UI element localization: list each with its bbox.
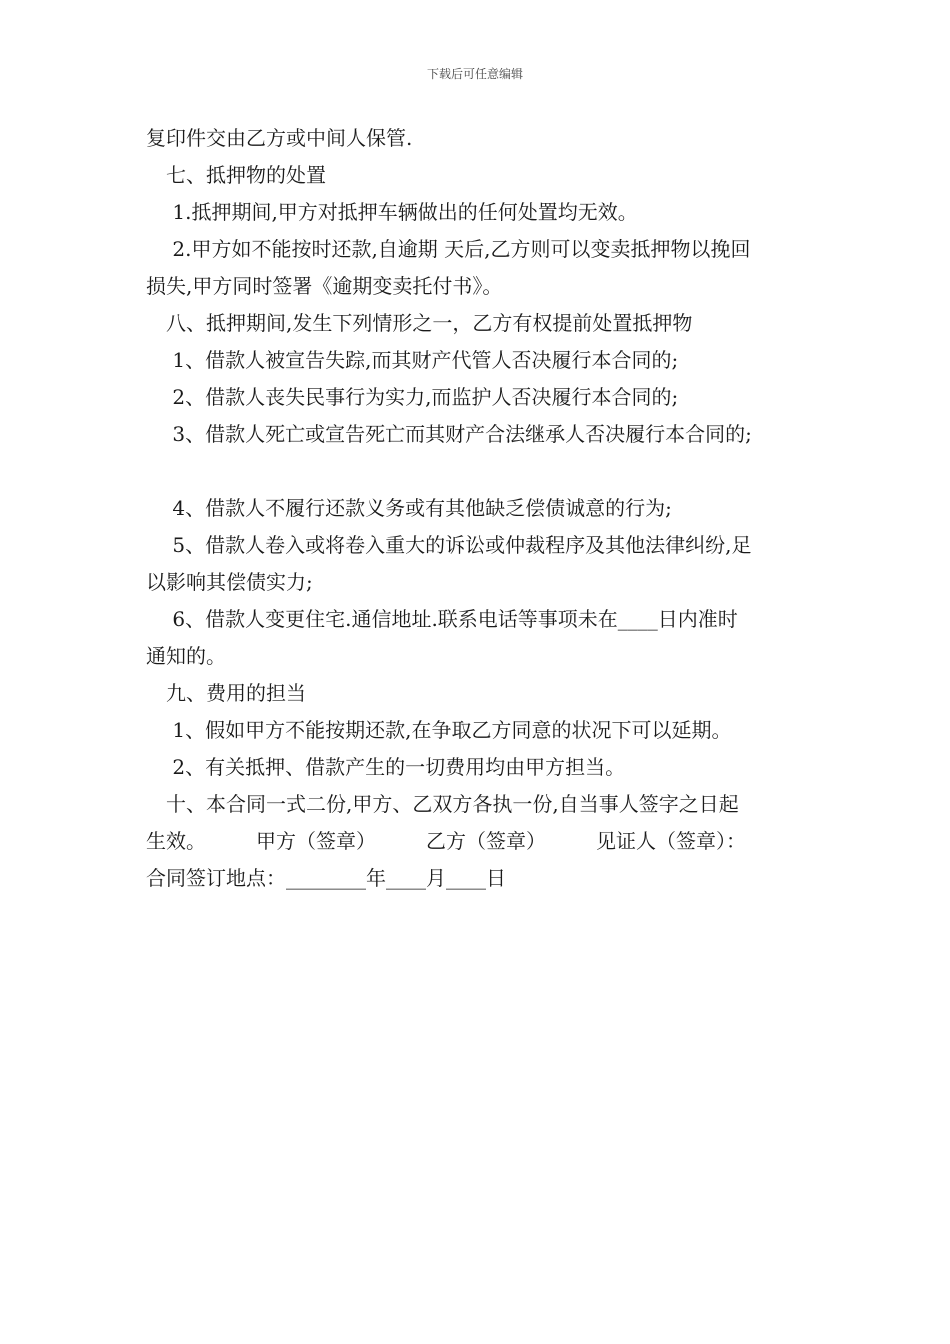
text-line: 通知的。 xyxy=(146,644,226,668)
text-line: 1、借款人被宣告失踪,而其财产代管人否决履行本合同的; xyxy=(146,348,679,372)
text-line: 4、借款人不履行还款义务或有其他缺乏偿债诚意的行为; xyxy=(146,496,672,520)
document-body xyxy=(146,120,816,897)
text-line: 复印件交由乙方或中间人保管. xyxy=(146,126,413,150)
text-line: 1、假如甲方不能按期还款,在争取乙方同意的状况下可以延期。 xyxy=(146,718,732,742)
page-header: 下载后可任意编辑 xyxy=(426,67,523,81)
text-line: 6、借款人变更住宅.通信地址.联系电话等事项未在____日内准时 xyxy=(146,607,738,631)
text-line: 损失,甲方同时签署《逾期变卖托付书》。 xyxy=(146,274,503,298)
text-line: 5、借款人卷入或将卷入重大的诉讼或仲裁程序及其他法律纠纷,足 xyxy=(146,533,752,557)
text-line: 2、借款人丧失民事行为实力,而监护人否决履行本合同的; xyxy=(146,385,679,409)
blank-line xyxy=(146,453,816,490)
text-line: 1.抵押期间,甲方对抵押车辆做出的任何处置均无效。 xyxy=(146,200,638,224)
text-line: 2、有关抵押、借款产生的一切费用均由甲方担当。 xyxy=(146,755,626,779)
text-line: 2.甲方如不能按时还款,自逾期 天后,乙方则可以变卖抵押物以挽回 xyxy=(146,237,751,261)
section-heading: 八、抵押期间,发生下列情形之一，乙方有权提前处置抵押物 xyxy=(146,311,693,335)
text-line: 3、借款人死亡或宣告死亡而其财产合法继承人否决履行本合同的; xyxy=(146,422,752,446)
signing-place-date: 合同签订地点：________年____月____日 xyxy=(146,866,506,890)
text-line: 以影响其偿债实力; xyxy=(146,570,313,594)
section-heading: 九、费用的担当 xyxy=(146,681,306,705)
section-heading: 七、抵押物的处置 xyxy=(146,163,326,187)
signature-line: 生效。 甲方（签章） 乙方（签章） 见证人（签章）： xyxy=(146,829,746,853)
section-heading: 十、本合同一式二份,甲方、乙双方各执一份,自当事人签字之日起 xyxy=(146,792,739,816)
